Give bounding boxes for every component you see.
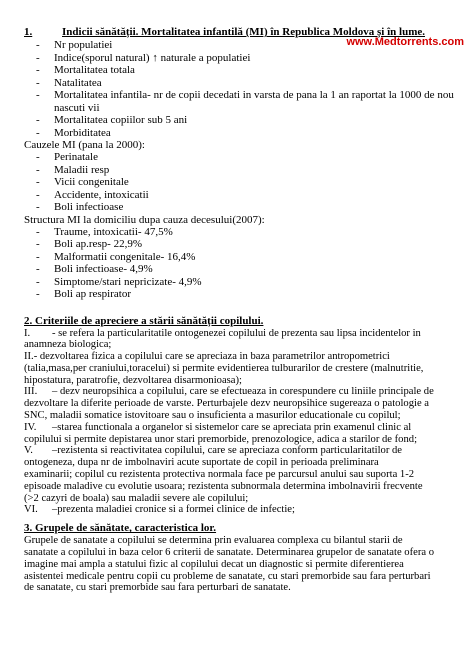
text-line: Grupele de sanatate a copilului se determina prin evaluarea complexa cu bilantul starii de xyxy=(24,535,403,547)
list-item: - Vicii congenitale xyxy=(24,176,466,189)
text-line xyxy=(24,493,466,505)
line-text: episoade maladive cu evolutie usoara; rezistenta subnormala determina imbolnavirii frecvente xyxy=(24,480,423,492)
roman-numeral: VI. xyxy=(24,504,38,516)
text-line: asistentei medicale pentru copii cu probleme de sanatate, cu stari premorbide sau fara perturbari xyxy=(24,570,431,582)
text-line xyxy=(24,398,466,410)
section1-indicators-list xyxy=(24,39,466,139)
text-line xyxy=(24,422,466,434)
watermark: www.Medtorrents.com xyxy=(346,36,464,48)
list-item: - Natalitatea xyxy=(24,77,466,90)
list-item: - Mortalitatea infantila- nr de copii decedati in varsta de pana la 1 an raportat la 1000 de nou nascuti vii xyxy=(24,89,466,114)
text-line xyxy=(24,386,466,398)
list-item: - Boli ap respirator xyxy=(24,288,466,301)
line-text: –prezenta maladiei cronice si a formei clinice de infectie; xyxy=(52,504,295,516)
section1-title: Indicii sănătății. Mortalitatea infantilă (MI) în Republica Moldova și în lume. xyxy=(62,26,426,38)
text-line xyxy=(24,457,466,469)
line-text: – dezv neuropsihica a copilului, care se efectueaza in corespundere cu liniile principale de xyxy=(52,386,434,398)
line-text: dezvoltare la diferite perioade de varste. Perturbajele dezv neuropsihice sugereaza o patologie a xyxy=(24,398,430,410)
text-line: imagine mai ampla a statului fizic al copilului decat un diagnostic si permite diferentierea xyxy=(24,558,404,570)
line-text: anamneza biologica; xyxy=(24,339,112,351)
list-item: - Perinatale xyxy=(24,151,466,164)
line-text: - se refera la particularitatile ontogenezei copilului de prezenta sau lipsa incidentelor in xyxy=(52,327,421,339)
line-text: ontogeneza, dupa nr de imbolnaviri acute suportate de copil in perioada preliminara xyxy=(24,457,379,469)
line-text: –starea functionala a organelor si sistemelor care se apreciata prin examenul clinic al xyxy=(52,421,412,433)
list-item: - Traume, intoxicatii- 47,5% xyxy=(24,226,466,239)
list-item: - Accidente, intoxicatii xyxy=(24,189,466,202)
causes-list xyxy=(24,151,466,214)
list-item: - Simptome/stari nepricizate- 4,9% xyxy=(24,276,466,289)
roman-numeral: III. xyxy=(24,386,38,398)
line-text: SNC, maladii somatice istovitoare sau o insuficienta a masurilor educationale cu copilul; xyxy=(24,410,401,422)
structure-list xyxy=(24,226,466,301)
list-item: - Morbiditatea xyxy=(24,127,466,140)
causes-label: Cauzele MI (pana la 2000): xyxy=(24,139,145,151)
text-line xyxy=(24,469,466,481)
text-line xyxy=(24,504,466,516)
text-line xyxy=(24,339,466,351)
document-page xyxy=(0,26,474,658)
text-line xyxy=(24,434,466,446)
line-text: examinarii; copilul cu rezistenta protectiva normala face pe parcursul anului sau suporta 1-2 xyxy=(24,469,415,481)
text-line xyxy=(24,445,466,457)
section3-title: 3. Grupele de sănătate, caracteristica lor. xyxy=(24,522,217,535)
roman-numeral: I. xyxy=(24,327,31,339)
text-line xyxy=(24,375,466,387)
list-item: - Boli infectioase- 4,9% xyxy=(24,263,466,276)
section3-body xyxy=(24,535,466,594)
list-item: - Indice(sporul natural) ↑ naturale a populatiei xyxy=(24,52,466,65)
section2-body xyxy=(24,328,466,517)
section1-number: 1. xyxy=(24,26,33,38)
text-line: sanatate a copilului in baza celor 6 criterii de sanatate. Determinarea grupelor de sanatate ofera o xyxy=(24,547,435,559)
line-text: –rezistenta si reactivitatea copilului, care se apreciaza conform particularitatilor de xyxy=(52,445,403,457)
line-text: hipostatura, paratrofie, dezvoltarea disarmonioasa); xyxy=(24,374,242,386)
line-text: (>2 cazyri de boala) sau maladii severe ale copilului; xyxy=(24,492,249,504)
text-line xyxy=(24,481,466,493)
section2-title: 2. Criteriile de apreciere a stării sănătății copilului. xyxy=(24,314,264,327)
roman-numeral: IV. xyxy=(24,421,37,433)
text-line: de sanatate, cu stari premorbide sau fara perturbari de sanatate. xyxy=(24,582,291,594)
text-line xyxy=(24,410,466,422)
line-text: copilului si permite depistarea unor stari premorbide, prenozologice, adica a starilor de fond; xyxy=(24,433,418,445)
roman-numeral: V. xyxy=(24,445,33,457)
list-item: - Nr populatiei xyxy=(24,39,466,52)
line-text: (talia,masa,per craniului,toracelui) si permite evidentierea tulburarilor de crestere (malnutritie, xyxy=(24,362,424,374)
line-text: II.- dezvoltarea fizica a copilului care se apreciaza in baza parametrilor antropometrici xyxy=(24,351,390,363)
list-item: - Malformatii congenitale- 16,4% xyxy=(24,251,466,264)
text-line xyxy=(24,363,466,375)
list-item: - Boli infectioase xyxy=(24,201,466,214)
structure-label: Structura MI la domiciliu dupa cauza decesului(2007): xyxy=(24,213,265,226)
list-item: - Mortalitatea totala xyxy=(24,64,466,77)
text-line xyxy=(24,328,466,340)
list-item: - Mortalitatea copiilor sub 5 ani xyxy=(24,114,466,127)
text-line xyxy=(24,351,466,363)
list-item: - Maladii resp xyxy=(24,164,466,177)
list-item: - Boli ap.resp- 22,9% xyxy=(24,238,466,251)
